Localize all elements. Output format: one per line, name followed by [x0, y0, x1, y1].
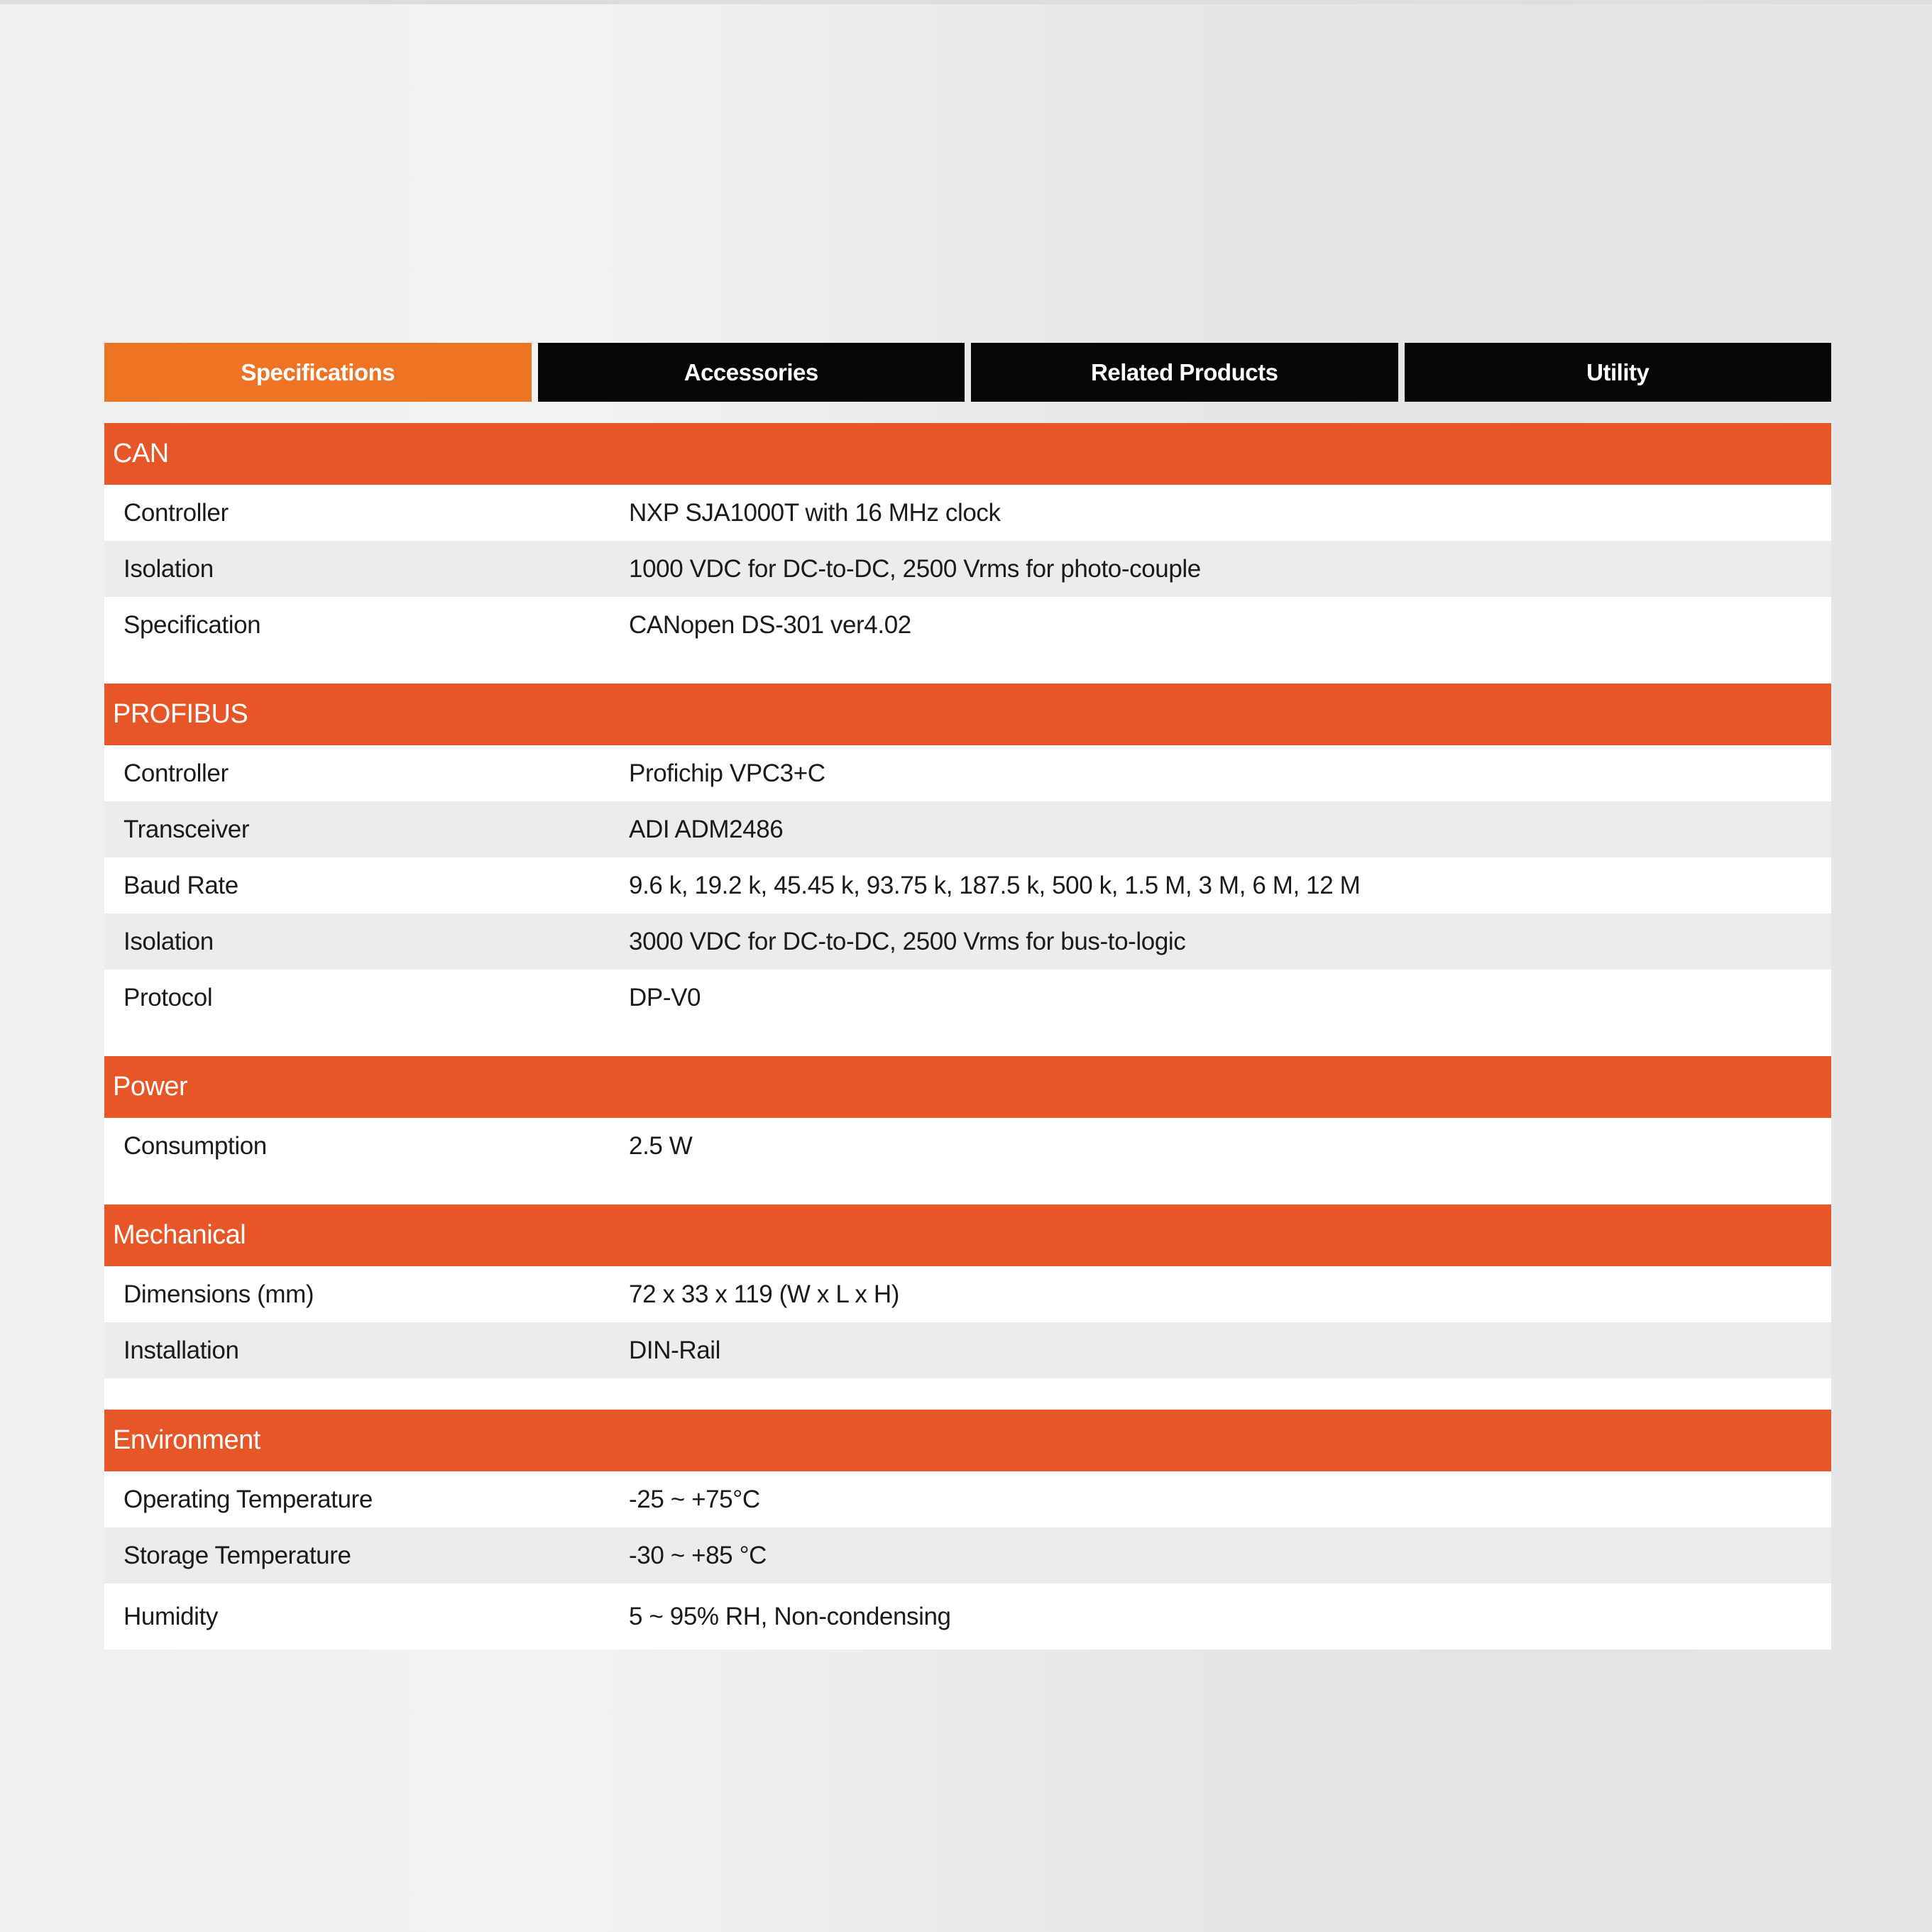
- spec-value: 5 ~ 95% RH, Non-condensing: [629, 1602, 951, 1630]
- spec-label: Storage Temperature: [124, 1541, 351, 1569]
- specifications-table: [104, 423, 1831, 1650]
- table-row: [104, 857, 1831, 913]
- section-spacer: [104, 1378, 1831, 1410]
- spec-label: Installation: [124, 1336, 239, 1364]
- spec-label: Specification: [124, 610, 261, 639]
- tab-specifications[interactable]: Specifications: [104, 343, 532, 402]
- spec-label: Protocol: [124, 983, 213, 1011]
- tab-related-products[interactable]: Related Products: [971, 343, 1398, 402]
- section-header-environment: Environment: [104, 1410, 1831, 1471]
- top-border: [0, 0, 1932, 4]
- table-row: [104, 1322, 1831, 1378]
- product-tab-bar: [104, 343, 1831, 402]
- spec-value: CANopen DS-301 ver4.02: [629, 610, 911, 639]
- section-spacer: [104, 1026, 1831, 1056]
- spec-label: Controller: [124, 759, 229, 787]
- table-row: [104, 1584, 1831, 1650]
- spec-value: DP-V0: [629, 983, 701, 1011]
- spec-value: ADI ADM2486: [629, 815, 784, 843]
- spec-label: Isolation: [124, 554, 214, 583]
- table-row: [104, 801, 1831, 857]
- spec-value: Profichip VPC3+C: [629, 759, 825, 787]
- table-row: [104, 745, 1831, 801]
- spec-label: Isolation: [124, 927, 214, 955]
- spec-value: 2.5 W: [629, 1131, 693, 1160]
- spec-label: Baud Rate: [124, 871, 238, 899]
- spec-value: -30 ~ +85 °C: [629, 1541, 767, 1569]
- spec-value: -25 ~ +75°C: [629, 1485, 760, 1513]
- spec-value: 3000 VDC for DC-to-DC, 2500 Vrms for bus-to-logic: [629, 927, 1186, 955]
- tab-accessories[interactable]: Accessories: [538, 343, 965, 402]
- table-row: [104, 1527, 1831, 1584]
- table-row: [104, 541, 1831, 597]
- spec-label: Dimensions (mm): [124, 1280, 314, 1308]
- spec-label: Humidity: [124, 1602, 218, 1630]
- spec-label: Transceiver: [124, 815, 250, 843]
- spec-value: NXP SJA1000T with 16 MHz clock: [629, 498, 1001, 527]
- section-header-profibus: PROFIBUS: [104, 684, 1831, 745]
- table-row: [104, 1471, 1831, 1527]
- spec-value: 1000 VDC for DC-to-DC, 2500 Vrms for photo-couple: [629, 554, 1201, 583]
- tab-utility[interactable]: Utility: [1405, 343, 1832, 402]
- spec-value: DIN-Rail: [629, 1336, 721, 1364]
- spec-label: Operating Temperature: [124, 1485, 373, 1513]
- table-row: [104, 485, 1831, 541]
- table-row: [104, 1266, 1831, 1322]
- section-header-power: Power: [104, 1056, 1831, 1118]
- section-spacer: [104, 653, 1831, 684]
- section-header-can: CAN: [104, 423, 1831, 485]
- spec-value: 72 x 33 x 119 (W x L x H): [629, 1280, 899, 1308]
- spec-label: Controller: [124, 498, 229, 527]
- table-row: [104, 970, 1831, 1026]
- table-row: [104, 597, 1831, 653]
- spec-value: 9.6 k, 19.2 k, 45.45 k, 93.75 k, 187.5 k, 500 k, 1.5 M, 3 M, 6 M, 12 M: [629, 871, 1361, 899]
- table-row: [104, 1118, 1831, 1174]
- spec-label: Consumption: [124, 1131, 267, 1160]
- section-header-mechanical: Mechanical: [104, 1204, 1831, 1266]
- table-row: [104, 913, 1831, 970]
- section-spacer: [104, 1174, 1831, 1204]
